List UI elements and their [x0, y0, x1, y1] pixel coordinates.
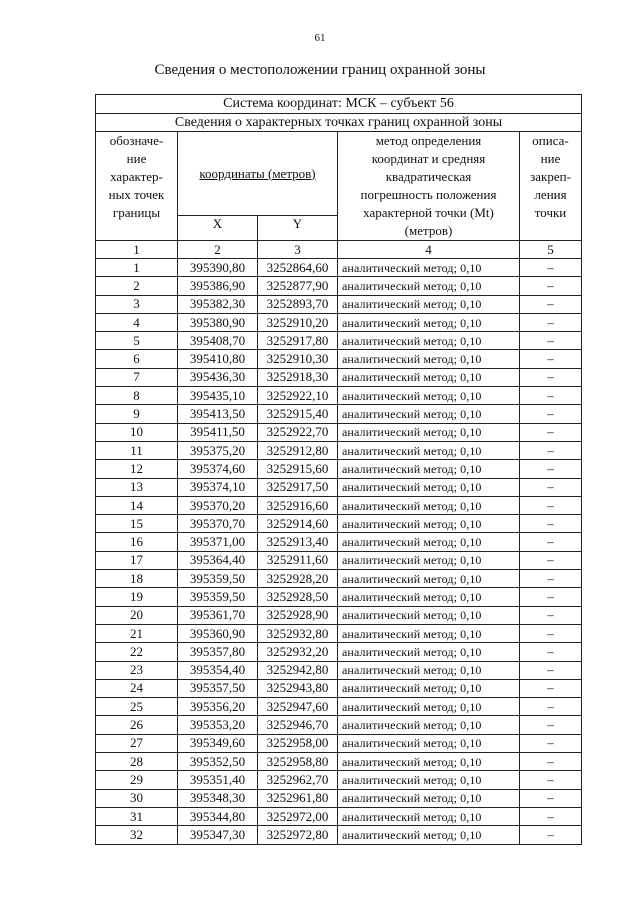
y-coordinate-cell: 3252928,90 [258, 606, 338, 624]
point-number-cell: 15 [96, 515, 178, 533]
y-coordinate-cell: 3252910,20 [258, 313, 338, 331]
table-row [96, 807, 582, 825]
x-coordinate-cell: 395370,70 [178, 515, 258, 533]
table-row [96, 661, 582, 679]
table-row [96, 716, 582, 734]
point-number-cell: 24 [96, 679, 178, 697]
method-cell: аналитический метод; 0,10 [338, 771, 520, 789]
description-cell: – [520, 606, 582, 624]
description-cell: – [520, 478, 582, 496]
description-cell: – [520, 350, 582, 368]
y-coordinate-cell: 3252915,40 [258, 405, 338, 423]
point-number-cell: 16 [96, 533, 178, 551]
x-coordinate-cell: 395361,70 [178, 606, 258, 624]
description-cell: – [520, 515, 582, 533]
x-coordinate-cell: 395411,50 [178, 423, 258, 441]
header-line: обозначе- [109, 133, 164, 148]
header-line: точки [534, 205, 567, 220]
y-coordinate-cell: 3252972,80 [258, 826, 338, 844]
column-number: 4 [338, 241, 520, 259]
table-row [96, 387, 582, 405]
y-coordinate-cell: 3252972,00 [258, 807, 338, 825]
x-coordinate-cell: 395348,30 [178, 789, 258, 807]
table-row [96, 515, 582, 533]
table-row [96, 460, 582, 478]
table-body [96, 259, 582, 845]
x-coordinate-cell: 395344,80 [178, 807, 258, 825]
x-coordinate-cell: 395359,50 [178, 588, 258, 606]
y-coordinate-cell: 3252914,60 [258, 515, 338, 533]
point-number-cell: 25 [96, 698, 178, 716]
header-line: характерной точки (Mt) [363, 205, 494, 220]
description-cell: – [520, 734, 582, 752]
document-title: Сведения о местоположении границ охранной зоны [154, 62, 486, 78]
description-cell: – [520, 313, 582, 331]
description-cell: – [520, 277, 582, 295]
y-coordinate-cell: 3252946,70 [258, 716, 338, 734]
description-cell: – [520, 789, 582, 807]
description-cell: – [520, 332, 582, 350]
x-coordinate-cell: 395364,40 [178, 551, 258, 569]
table-row [96, 606, 582, 624]
point-number-cell: 28 [96, 753, 178, 771]
y-coordinate-cell: 3252910,30 [258, 350, 338, 368]
y-coordinate-cell: 3252918,30 [258, 368, 338, 386]
method-cell: аналитический метод; 0,10 [338, 789, 520, 807]
table-row [96, 551, 582, 569]
point-number-cell: 20 [96, 606, 178, 624]
point-number-cell: 14 [96, 496, 178, 514]
table-row [96, 624, 582, 642]
y-coordinate-cell: 3252932,80 [258, 624, 338, 642]
table-row [96, 350, 582, 368]
y-coordinate-cell: 3252864,60 [258, 259, 338, 277]
x-coordinate-cell: 395353,20 [178, 716, 258, 734]
description-cell: – [520, 551, 582, 569]
method-cell: аналитический метод; 0,10 [338, 698, 520, 716]
description-cell: – [520, 698, 582, 716]
description-cell: – [520, 716, 582, 734]
y-coordinate-cell: 3252932,20 [258, 643, 338, 661]
table-row [96, 789, 582, 807]
point-number-cell: 3 [96, 295, 178, 313]
method-cell: аналитический метод; 0,10 [338, 313, 520, 331]
table-row [96, 423, 582, 441]
point-number-cell: 7 [96, 368, 178, 386]
point-number-cell: 1 [96, 259, 178, 277]
header-point-designation [96, 132, 178, 241]
description-cell: – [520, 661, 582, 679]
x-coordinate-cell: 395375,20 [178, 441, 258, 459]
point-number-cell: 2 [96, 277, 178, 295]
point-number-cell: 12 [96, 460, 178, 478]
method-cell: аналитический метод; 0,10 [338, 661, 520, 679]
method-cell: аналитический метод; 0,10 [338, 368, 520, 386]
point-number-cell: 29 [96, 771, 178, 789]
point-number-cell: 11 [96, 441, 178, 459]
x-coordinate-cell: 395371,00 [178, 533, 258, 551]
x-coordinate-cell: 395408,70 [178, 332, 258, 350]
x-coordinate-cell: 395436,30 [178, 368, 258, 386]
method-cell: аналитический метод; 0,10 [338, 259, 520, 277]
description-cell: – [520, 368, 582, 386]
table-row [96, 441, 582, 459]
description-cell: – [520, 679, 582, 697]
x-coordinate-cell: 395390,80 [178, 259, 258, 277]
method-cell: аналитический метод; 0,10 [338, 295, 520, 313]
header-method [338, 132, 520, 241]
description-cell: – [520, 423, 582, 441]
table-caption: Сведения о характерных точках границ охранной зоны [96, 114, 582, 132]
header-description [520, 132, 582, 241]
point-number-cell: 19 [96, 588, 178, 606]
point-number-cell: 9 [96, 405, 178, 423]
method-cell: аналитический метод; 0,10 [338, 423, 520, 441]
header-line: ние [540, 151, 561, 166]
x-coordinate-cell: 395347,30 [178, 826, 258, 844]
point-number-cell: 6 [96, 350, 178, 368]
x-coordinate-cell: 395352,50 [178, 753, 258, 771]
method-cell: аналитический метод; 0,10 [338, 478, 520, 496]
method-cell: аналитический метод; 0,10 [338, 570, 520, 588]
description-cell: – [520, 826, 582, 844]
table-row [96, 588, 582, 606]
x-coordinate-cell: 395359,50 [178, 570, 258, 588]
point-number-cell: 31 [96, 807, 178, 825]
y-coordinate-cell: 3252916,60 [258, 496, 338, 514]
table-row [96, 313, 582, 331]
description-cell: – [520, 387, 582, 405]
x-coordinate-cell: 395351,40 [178, 771, 258, 789]
description-cell: – [520, 295, 582, 313]
description-cell: – [520, 533, 582, 551]
table-row [96, 295, 582, 313]
header-line: ления [534, 187, 567, 202]
point-number-cell: 22 [96, 643, 178, 661]
y-coordinate-cell: 3252958,80 [258, 753, 338, 771]
header-coordinates [178, 132, 338, 216]
description-cell: – [520, 259, 582, 277]
table-row [96, 771, 582, 789]
column-number: 2 [178, 241, 258, 259]
table-row [96, 478, 582, 496]
method-cell: аналитический метод; 0,10 [338, 753, 520, 771]
header-line: ных точек [108, 187, 165, 202]
description-cell: – [520, 624, 582, 642]
table-row [96, 277, 582, 295]
header-coordinates-label: координаты (метров) [199, 165, 316, 181]
header-line: (метров) [404, 223, 453, 238]
header-line: ние [126, 151, 147, 166]
y-coordinate-cell: 3252917,80 [258, 332, 338, 350]
table-row [96, 332, 582, 350]
y-coordinate-cell: 3252922,70 [258, 423, 338, 441]
header-line: описа- [532, 133, 569, 148]
table-row [96, 496, 582, 514]
method-cell: аналитический метод; 0,10 [338, 643, 520, 661]
method-cell: аналитический метод; 0,10 [338, 533, 520, 551]
y-coordinate-cell: 3252958,00 [258, 734, 338, 752]
header-line: закреп- [530, 169, 571, 184]
method-cell: аналитический метод; 0,10 [338, 807, 520, 825]
x-coordinate-cell: 395370,20 [178, 496, 258, 514]
y-coordinate-cell: 3252917,50 [258, 478, 338, 496]
table-row [96, 826, 582, 844]
description-cell: – [520, 753, 582, 771]
method-cell: аналитический метод; 0,10 [338, 387, 520, 405]
x-coordinate-cell: 395386,90 [178, 277, 258, 295]
method-cell: аналитический метод; 0,10 [338, 277, 520, 295]
y-coordinate-cell: 3252928,50 [258, 588, 338, 606]
table-row [96, 753, 582, 771]
point-number-cell: 13 [96, 478, 178, 496]
point-number-cell: 18 [96, 570, 178, 588]
header-line: квадратическая [385, 169, 472, 184]
table-row [96, 405, 582, 423]
y-coordinate-cell: 3252877,90 [258, 277, 338, 295]
header-line: погрешность положения [360, 187, 497, 202]
table-row [96, 679, 582, 697]
y-coordinate-cell: 3252912,80 [258, 441, 338, 459]
method-cell: аналитический метод; 0,10 [338, 826, 520, 844]
y-coordinate-cell: 3252911,60 [258, 551, 338, 569]
table-row [96, 734, 582, 752]
coordinate-system: Система координат: МСК – субъект 56 [96, 95, 582, 114]
header-line: координат и средняя [371, 151, 486, 166]
description-cell: – [520, 460, 582, 478]
y-coordinate-cell: 3252915,60 [258, 460, 338, 478]
y-coordinate-cell: 3252943,80 [258, 679, 338, 697]
table-row [96, 368, 582, 386]
y-coordinate-cell: 3252947,60 [258, 698, 338, 716]
column-number: 3 [258, 241, 338, 259]
y-coordinate-cell: 3252922,10 [258, 387, 338, 405]
x-coordinate-cell: 395382,30 [178, 295, 258, 313]
method-cell: аналитический метод; 0,10 [338, 350, 520, 368]
y-coordinate-cell: 3252913,40 [258, 533, 338, 551]
header-x: X [178, 216, 258, 241]
description-cell: – [520, 441, 582, 459]
description-cell: – [520, 807, 582, 825]
point-number-cell: 10 [96, 423, 178, 441]
y-coordinate-cell: 3252961,80 [258, 789, 338, 807]
header-line: метод определения [375, 133, 482, 148]
x-coordinate-cell: 395360,90 [178, 624, 258, 642]
method-cell: аналитический метод; 0,10 [338, 441, 520, 459]
method-cell: аналитический метод; 0,10 [338, 405, 520, 423]
table-row [96, 698, 582, 716]
method-cell: аналитический метод; 0,10 [338, 496, 520, 514]
table-row [96, 643, 582, 661]
y-coordinate-cell: 3252893,70 [258, 295, 338, 313]
description-cell: – [520, 496, 582, 514]
method-cell: аналитический метод; 0,10 [338, 515, 520, 533]
header-line: границы [112, 205, 161, 220]
point-number-cell: 8 [96, 387, 178, 405]
point-number-cell: 32 [96, 826, 178, 844]
description-cell: – [520, 570, 582, 588]
point-number-cell: 17 [96, 551, 178, 569]
point-number-cell: 27 [96, 734, 178, 752]
point-number-cell: 26 [96, 716, 178, 734]
x-coordinate-cell: 395435,10 [178, 387, 258, 405]
x-coordinate-cell: 395380,90 [178, 313, 258, 331]
point-number-cell: 5 [96, 332, 178, 350]
method-cell: аналитический метод; 0,10 [338, 606, 520, 624]
y-coordinate-cell: 3252928,20 [258, 570, 338, 588]
table-row [96, 570, 582, 588]
method-cell: аналитический метод; 0,10 [338, 588, 520, 606]
point-number-cell: 21 [96, 624, 178, 642]
method-cell: аналитический метод; 0,10 [338, 460, 520, 478]
point-number-cell: 23 [96, 661, 178, 679]
header-y: Y [258, 216, 338, 241]
x-coordinate-cell: 395374,10 [178, 478, 258, 496]
header-line: характер- [110, 169, 163, 184]
point-number-cell: 4 [96, 313, 178, 331]
method-cell: аналитический метод; 0,10 [338, 332, 520, 350]
x-coordinate-cell: 395357,80 [178, 643, 258, 661]
y-coordinate-cell: 3252962,70 [258, 771, 338, 789]
description-cell: – [520, 588, 582, 606]
method-cell: аналитический метод; 0,10 [338, 734, 520, 752]
description-cell: – [520, 771, 582, 789]
description-cell: – [520, 405, 582, 423]
x-coordinate-cell: 395374,60 [178, 460, 258, 478]
column-number: 1 [96, 241, 178, 259]
table-row [96, 533, 582, 551]
x-coordinate-cell: 395413,50 [178, 405, 258, 423]
page-number: 61 [314, 32, 326, 44]
method-cell: аналитический метод; 0,10 [338, 679, 520, 697]
column-number: 5 [520, 241, 582, 259]
x-coordinate-cell: 395357,50 [178, 679, 258, 697]
y-coordinate-cell: 3252942,80 [258, 661, 338, 679]
method-cell: аналитический метод; 0,10 [338, 551, 520, 569]
description-cell: – [520, 643, 582, 661]
method-cell: аналитический метод; 0,10 [338, 624, 520, 642]
x-coordinate-cell: 395356,20 [178, 698, 258, 716]
table-row [96, 259, 582, 277]
x-coordinate-cell: 395349,60 [178, 734, 258, 752]
point-number-cell: 30 [96, 789, 178, 807]
x-coordinate-cell: 395410,80 [178, 350, 258, 368]
method-cell: аналитический метод; 0,10 [338, 716, 520, 734]
x-coordinate-cell: 395354,40 [178, 661, 258, 679]
boundary-points-table [95, 94, 582, 845]
